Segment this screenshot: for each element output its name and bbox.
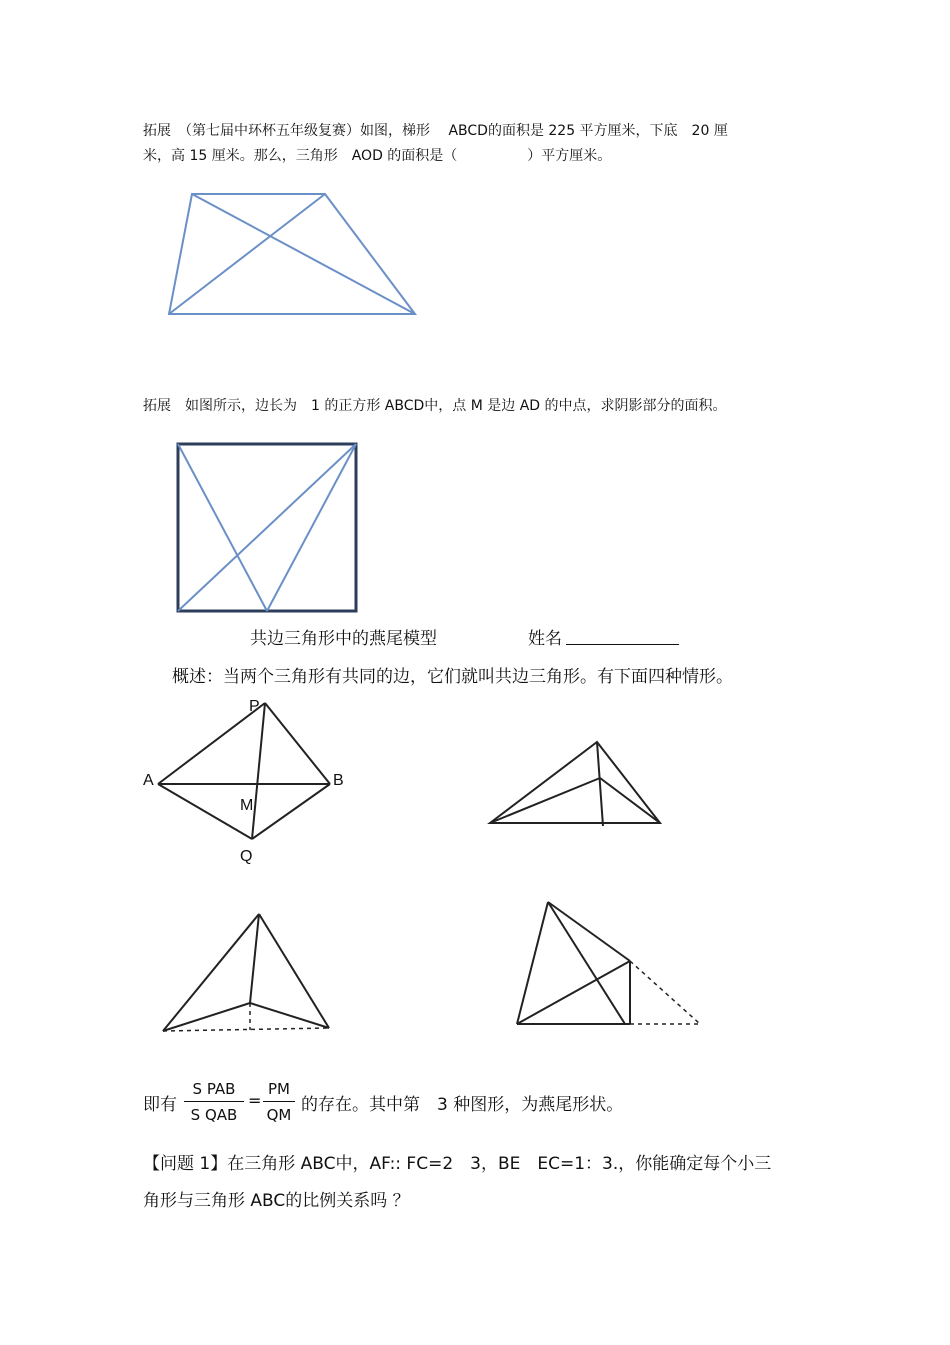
label-q: Q <box>240 848 253 865</box>
problem1-line1: 【问题 1】在三角形 ABC中，AF:: FC=2 3，BE EC=1：3.，你能确定每个小三 <box>143 1154 772 1174</box>
square-line-1 <box>178 444 356 611</box>
section-title: 共边三角形中的燕尾模型 <box>250 629 437 649</box>
formula-den-left: S QAB <box>190 1106 238 1124</box>
formula-equals: = <box>248 1091 262 1110</box>
fig4-line-left <box>517 902 548 1024</box>
fig4-line-top-right <box>548 902 630 961</box>
ext2-line: 拓展 如图所示，边长为 1 的正方形 ABCD中，点 M 是边 AD 的中点，求阴影部分的面积。 <box>143 398 727 414</box>
overview-text: 概述：当两个三角形有共同的边，它们就叫共边三角形。有下面四种情形。 <box>172 667 733 687</box>
fig4-line-diag <box>548 902 625 1024</box>
formula-suffix: 的存在。其中第 3 种图形，为燕尾形状。 <box>301 1095 624 1115</box>
label-b: B <box>333 772 344 789</box>
fig4-dashed-lines <box>630 961 700 1024</box>
square-line-2 <box>178 444 267 611</box>
label-m: M <box>240 797 254 814</box>
fig3-line-right <box>259 914 329 1028</box>
fig3-line-apex-inner <box>250 914 259 1003</box>
common-edge-figure-1 <box>158 703 330 839</box>
fig1-line-pb <box>265 703 330 784</box>
formula-num-left: S PAB <box>192 1080 236 1098</box>
fig2-line-vertical <box>597 742 603 826</box>
fig1-line-aq <box>158 784 252 839</box>
common-edge-figure-3 <box>163 914 329 1031</box>
fig4-dashed-slant <box>630 961 700 1024</box>
label-a: A <box>143 772 154 789</box>
trapezoid-figure <box>169 194 415 314</box>
fig3-dashed-base <box>163 1028 329 1031</box>
fig1-line-pq <box>252 703 265 839</box>
formula-num-right: PM <box>268 1080 290 1098</box>
label-p: P <box>249 698 260 715</box>
formula-den-right: QM <box>266 1106 292 1124</box>
fig3-line-left <box>163 914 259 1031</box>
fig3-dashed-lines <box>163 1003 329 1031</box>
trapezoid-outline <box>169 194 415 314</box>
fig2-line-inner-left <box>490 778 600 823</box>
fig1-line-qb <box>252 784 330 839</box>
fig4-line-inner <box>517 961 630 1024</box>
common-edge-figure-2 <box>490 742 660 826</box>
square-figure <box>178 444 356 611</box>
name-label: 姓名 <box>528 629 562 649</box>
fig1-line-ap <box>158 703 265 784</box>
ext1-line1: 拓展 （第七届中环杯五年级复赛）如图，梯形 ABCD的面积是 225 平方厘米，下底 20 厘 <box>143 123 728 139</box>
fig3-line-inner-left <box>163 1003 250 1031</box>
problem1-line2: 角形与三角形 ABC的比例关系吗 ？ <box>143 1191 410 1211</box>
fig2-outer-triangle <box>490 742 660 823</box>
common-edge-figure-4 <box>517 902 630 1024</box>
formula-prefix: 即有 <box>143 1095 177 1115</box>
trapezoid-diagonal-ac <box>192 194 415 314</box>
square-line-3 <box>267 444 356 611</box>
fig3-line-inner-right <box>250 1003 329 1028</box>
ext1-line2: 米，高 15 厘米。那么，三角形 AOD 的面积是（ ）平方厘米。 <box>143 148 612 164</box>
